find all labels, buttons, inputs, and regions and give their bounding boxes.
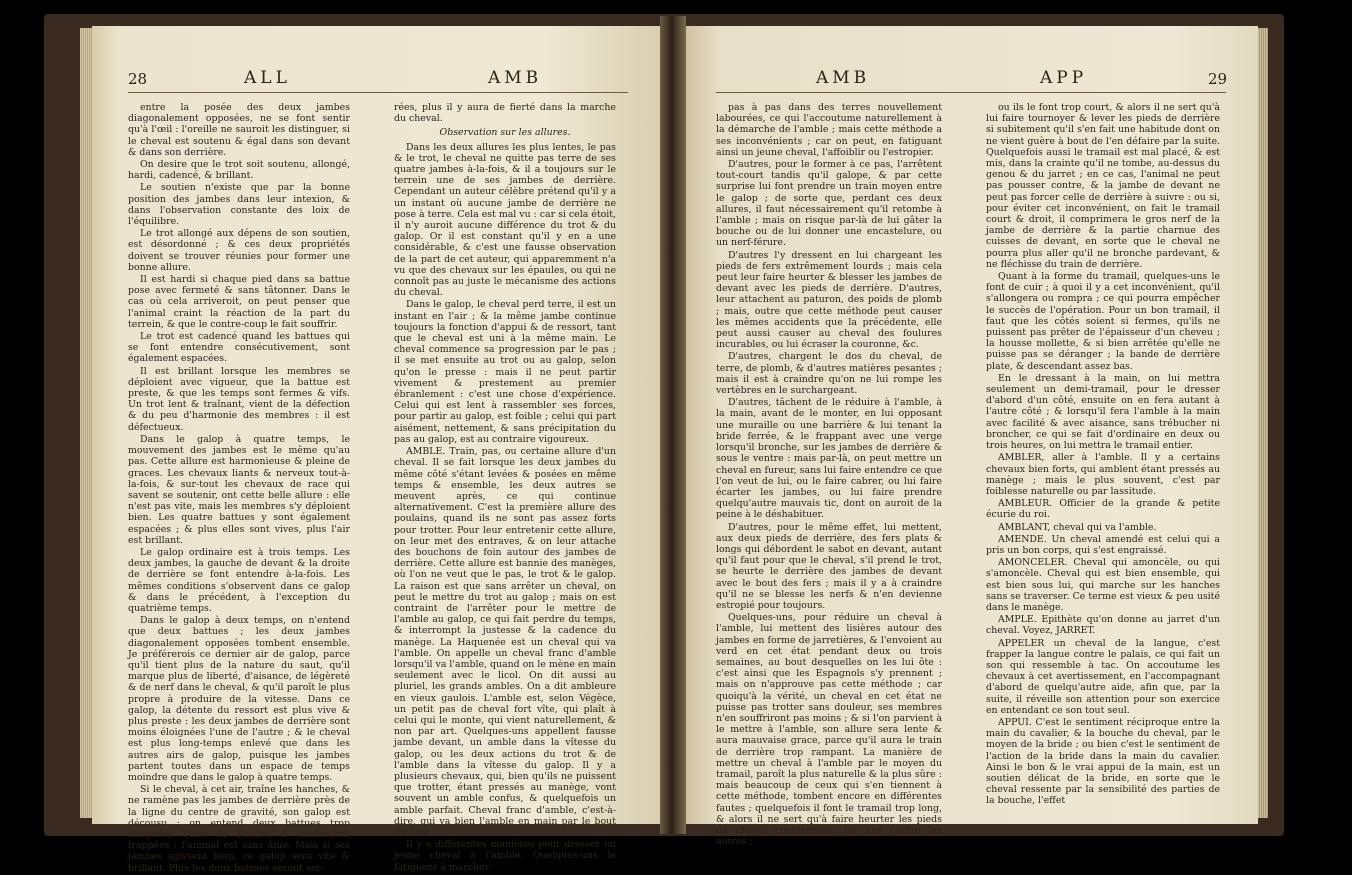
text-column-1 bbox=[716, 102, 942, 848]
running-header-left: AMB bbox=[816, 68, 871, 88]
paragraph: AMENDE. Un cheval amendé est celui qui a pris un bon corps, qui s'est engraissé. bbox=[986, 533, 1220, 556]
paragraph: Si le cheval, à cet air, traîne les hanches, & ne ramène pas les jambes de derrière près de la ligne du centre de gravité, son galop est décousu ; on entend deux battues trop éloignées l'une de l'autre, & mollement frappées : l'animal est sans âme. Mais si ses jambes agissent bien, ce galop sera vîte & brillant. Plus les deux battues seront ser- bbox=[128, 784, 350, 874]
paragraph: AMBLEUR. Officier de la grande & petite écurie du roi. bbox=[986, 498, 1220, 521]
paragraph: rées, plus il y aura de fierté dans la marche du cheval. bbox=[394, 102, 616, 125]
left-page bbox=[92, 26, 660, 874]
paragraph: Il est hardi si chaque pied dans sa battue pose avec fermeté & sans tâtonner. Dans le cas où cela arriveroit, on peut penser que l'animal craint la réaction de la part du terrein, & que le contre-coup le fait souffrir. bbox=[128, 274, 350, 330]
header-rule bbox=[128, 92, 628, 93]
paragraph: Dans le galop à quatre temps, le mouvement des jambes est le même qu'au pas. Cette allure est harmonieuse & pleine de graces. Les chevaux liants & nerveux tout-à-la-fois, & sur-tout les chevaux de race qui savent se soutenir, ont cette belle allure : elle n'est pas vite, mais les membres s'y déploient bien. Les quatre battues y sont également espacées ; & plus elles sont vives, plus l'air est brillant. bbox=[128, 433, 350, 546]
paragraph: Le galop ordinaire est à trois temps. Les deux jambes, la gauche de devant & la droite de derrière se font entendre à-la-fois. Les mêmes conditions s'observent dans ce galop & dans le précédent, à l'exception du quatrième temps. bbox=[128, 546, 350, 614]
text-column-1 bbox=[128, 102, 350, 875]
paragraph: entre la posée des deux jambes diagonalement opposées, ne se font sentir qu'à l'œil : l'oreille ne sauroit les distinguer, si le cheval est soutenu & égal dans son devant & dans son derrière. bbox=[128, 102, 350, 158]
text-column-2 bbox=[394, 102, 616, 874]
paragraph: AMBLER, aller à l'amble. Il y a certains chevaux bien forts, qui amblent étant pressés au manège ; mais le plus souvent, c'est par foiblesse naturelle ou par lassitude. bbox=[986, 452, 1220, 497]
text-column-2 bbox=[986, 102, 1220, 808]
right-page bbox=[686, 26, 1258, 848]
paragraph: On desire que le trot soit soutenu, allongé, hardi, cadencé, & brillant. bbox=[128, 159, 350, 182]
paragraph: Le soutien n'existe que par la bonne position des jambes dans leur intexion, & dans l'observation constante des loix de l'équilibre. bbox=[128, 182, 350, 228]
paragraph: AMBLANT, cheval qui va l'amble. bbox=[998, 521, 1157, 533]
paragraph: Le trot allongé aux dépens de son soutien, est désordonné ; & ces deux propriétés doivent se trouver réunies pour former une bonne allure. bbox=[128, 228, 350, 273]
paragraph: Dans le galop, le cheval perd terre, il est un instant en l'air ; & la même jambe continue toujours la fonction d'appui & de ressort, tant que le cheval est uni à la même main. Le cheval commence sa progression par le pas ; il se met ensuite au trot ou au galop, selon qu'on le presse : mais il ne peut partir vivement & prestement au premier ébranlement : c'est une chose d'expérience. Celui qui est lent à rassembler ses forces, pour partir au galop, est foible ; celui qui part aisément, nettement, & sans précipitation du pas au galop, est au contraire vigoureux. bbox=[394, 299, 616, 445]
paragraph: Quant à la forme du tramail, quelques-uns le font de cuir ; à quoi il y a cet inconvénient, qu'il s'allongera ou rompra ; ce qui pourra empêcher le succès de l'opération. Pour un bon tramail, il faut que les côtés soient si fermes, qu'ils ne puissent pas prêter de l'épaisseur d'un cheveu ; la housse mollette, & si bien arrêtée qu'elle ne puisse pas se déranger ; la bande de derrière plate, & descendant assez bas. bbox=[986, 271, 1220, 372]
paragraph: Quelques-uns, pour réduire un cheval à l'amble, lui mettent des lisières autour des jambes en forme de jarretières, & l'envoient au verd en cet état pendant deux ou trois semaines, au bout desquelles on les lui ôte : c'est ainsi que les Espagnols s'y prennent ; mais on n'approuve pas cette méthode ; car quoiqu'à la vérité, un cheval en cet état ne puisse pas trotter sans douleur, ses membres n'en souffriront pas moins ; & si l'on parvient à le mettre à l'amble, son allure sera lente & aura mauvaise grace, parce qu'il aura le train de derrière trop rampant. La manière de mettre un cheval à l'amble par le moyen du tramail, paroît la plus naturelle & la plus sûre : mais beaucoup de ceux qui s'en tiennent à cette méthode, tombent encore en différentes fautes ; quelquefois il font le tramail trop long, & alors il ne sert qu'à faire heurter les pieds du cheval confusément les uns contre les autres ; bbox=[716, 612, 942, 848]
book-spine bbox=[660, 16, 686, 834]
paragraph: APPUI. C'est le sentiment réciproque entre la main du cavalier, & la bouche du cheval, par le moyen de la bride ; ou bien c'est le sentiment de l'action de la bride dans la main du cavalier. Ainsi le bon & le vrai appui de la main, est un soutien délicat de la bride, en sorte que le cheval ressente par la sensibilité des parties de la bouche, l'effet bbox=[986, 716, 1220, 807]
paragraph: D'autres, chargent le dos du cheval, de terre, de plomb, & d'autres matières pesantes ; mais il est à craindre qu'on ne lui rompe les vertèbres en le surchargeant. bbox=[716, 351, 942, 397]
paragraph: D'autres, pour le même effet, lui mettent, aux deux pieds de derrière, des fers plats & longs qui débordent le sabot en devant, autant qu'il faut pour que le cheval, s'il prend le trot, se heurte le derrière des jambes de devant avec le bout des fers ; mais il y a à craindre qu'il ne se blesse les nerfs & n'en devienne estropié pour toujours. bbox=[716, 521, 942, 611]
paragraph: ou ils le font trop court, & alors il ne sert qu'à lui faire tournoyer & lever les pieds de derrière si subitement qu'il s'en fait une habitude dont on ne vient guère à bout de l'en défaire par la suite. Quelquefois aussi le tramail est mal placé, & est mis, dans la crainte qu'il ne tombe, au-dessus du genou & du jarret ; en ce cas, l'animal ne peut pas pousser contre, & la jambe de devant ne peut pas forcer celle de derrière à suivre : ou si, pour éviter cet inconvénient, on fait le tramail court & droit, il comprimera le gros nerf de la jambe de derrière & la partie charnue des cuisses de devant, en sorte que le cheval ne pourra plus aller qu'il ne bronche pardevant, & ne fléchisse du train de derrière. bbox=[986, 102, 1220, 270]
paragraph: pas à pas dans des terres nouvellement labourées, ce qui l'accoutume naturellement à la démarche de l'amble ; mais cette méthode a ses inconvénients ; car on peut, en fatiguant ainsi un jeune cheval, l'affoiblir ou l'estropier. bbox=[716, 102, 942, 158]
paragraph: D'autres, tâchent de le réduire à l'amble, à la main, avant de le monter, en lui opposant une muraille ou une barrière & lui tenant la bride ferrée, & le frappant avec une verge lorsqu'il bronche, sur les jambes de derrière & sous le ventre : mais par-là, on peut mettre un cheval en fureur, sans lui faire entendre ce que l'on veut de lui, ou le faire cabrer, ou lui faire écarter les jambes, ou lui faire prendre quelqu'autre mauvais tic, dont on auroit de la peine à le déshabituer. bbox=[716, 397, 942, 521]
running-header-right: APP bbox=[1040, 68, 1088, 88]
paragraph: AMONCELER. Cheval qui amoncèle, ou qui s'amoncèle. Cheval qui est bien ensemble, qui est bien sous lui, qui marche sur les hanches sans se traverser. Ce terme est vieux & peu usité dans le manège. bbox=[986, 557, 1220, 613]
paragraph: Il est brillant lorsque les membres se déploient avec vigueur, que la battue est preste, & que les temps sont fermes & vifs. Un trot lent & traînant, vient de la défection & du peu d'harmonie des membres : il est défectueux. bbox=[128, 365, 350, 433]
paragraph: D'autres, pour le former à ce pas, l'arrêtent tout-court tandis qu'il galope, & par cette surprise lui font prendre un train moyen entre le galop ; de sorte que, perdant ces deux allures, il faut nécessairement qu'il retombe à l'amble ; mais on risque par-là de lui gâter la bouche ou de lui donner une encastelure, ou un nerf-férure. bbox=[716, 159, 942, 249]
paragraph: Le trot est cadencé quand les battues qui se font entendre consécutivement, sont également espacées. bbox=[128, 331, 350, 365]
paragraph: APPELER un cheval de la langue, c'est frapper la langue contre le palais, ce qui fait un son qui ressemble à tac. On accoutume les chevaux à cet avertissement, en l'accompagnant d'abord de quelqu'autre aide, afin que, par la suite, il réveille son attention pour son exercice en entendant ce son tout seul. bbox=[986, 637, 1220, 716]
paragraph: Il y a différentes manières pour dresser un jeune cheval à l'amble. Quelques-uns le fatiguent à marcher bbox=[394, 839, 616, 873]
paragraph: En le dressant à la main, on lui mettra seulement un demi-tramail, pour le dresser d'abord d'un côté, ensuite on en fera autant à l'autre côté ; & lorsqu'il fera l'amble à la main avec facilité & avec aisance, sans trébucher ni broncher, ce qui se fait d'ordinaire en deux ou trois heures, on lui mettra le tramail entier. bbox=[986, 372, 1220, 452]
running-header-right: AMB bbox=[488, 68, 543, 88]
paragraph: Dans les deux allures les plus lentes, le pas & le trot, le cheval ne quitte pas terre de ses quatre jambes à-la-fois, & il a toujours sur le terrein une de ses jambes de derrière. Cependant un auteur célèbre prétend qu'il y a un instant où aucune jambe de derrière ne pose à terre. Cela est mal vu : car si cela étoit, il n'y auroit aucune différence du trot & du galop. Or il est constant qu'il y en a une considérable, & c'est une fausse observation de la part de cet auteur, qui apparemment n'a vu que des chevaux sur les épaules, ou qui ne connoît pas au juste le mécanisme des actions du cheval. bbox=[394, 141, 616, 299]
paragraph: AMBLE. Train, pas, ou certaine allure d'un cheval. Il se fait lorsque les deux jambes du même côté s'étant levées & posées en même temps & ensemble, les deux autres se meuvent après, ce qui continue alternativement. C'est la première allure des poulains, quand ils ne sont pas assez forts pour trotter. Pour leur entretenir cette allure, on leur met des entraves, & on leur attache des bouchons de foin autour des jambes de derrière. Cette allure est bannie des manèges, où l'on ne veut que le pas, le trot & le galop. La raison est que sans arrêter un cheval, on peut le mettre du trot au galop ; mais on est contraint de l'arrêter pour le mettre de l'amble au galop, ce qui fait perdre du temps, & interrompt la justesse & la cadence du manège. La Haquenée est un cheval qui va l'amble. On appelle un cheval franc d'amble lorsqu'il va l'amble, quand on le mène en main seulement avec le licol. On dit aussi au pluriel, les grands ambles. On a dit ambleure en vieux gaulois. L'amble est, selon Végèce, un petit pas de cheval fort vîte, qui plaît à celui qui le monte, qui vient naturellement, & non par art. Quelques-uns appellent fausse jambe devant, un amble dans la vîtesse du galop, ou les deux actions du trot & de l'amble dans la vîtesse du galop. Il y a plusieurs chevaux, qui, bien qu'ils ne puissent que trotter, étant pressés au manège, vont souvent un amble confus, & quelquefois un amble parfait. Cheval franc d'amble, c'est-à-dire, qui va bien l'amble en main par le bout du licol. bbox=[394, 446, 616, 838]
paragraph: D'autres l'y dressent en lui chargeant les pieds de fers extrêmement lourds ; mais cela peut leur faire heurter & blesser les jambes de devant avec les pieds de derrière. D'autres, leur attachent au paturon, des poids de plomb ; mais, outre que cette méthode peut causer les mêmes accidents que la précédente, elle peut aussi causer au cheval des foulures incurables, ou lui écraser la couronne, &c. bbox=[716, 249, 942, 351]
page-number: 28 bbox=[128, 70, 148, 88]
section-subtitle: Observation sur les allures. bbox=[439, 127, 571, 139]
header-rule bbox=[716, 92, 1226, 93]
page-number: 29 bbox=[1208, 70, 1228, 88]
paragraph: Dans le galop à deux temps, on n'entend que deux battues ; les deux jambes diagonalement opposées tombent ensemble. Je préférerois ce dernier air de galop, parce qu'il tient plus de la nature du saut, qu'il marque plus de liberté, d'aisance, de légèreté & de nerf dans le cheval, & qu'il paroît le plus propre à produire de la vitesse. Dans ce galop, la détente du ressort est plus vive & plus preste : les deux jambes de derrière sont moins éloignées l'une de l'autre ; & le cheval est plus long-temps enlevé que dans les autres airs de galop, puisque les jambes partent toutes dans un espace de temps moindre que dans le galop à quatre temps. bbox=[128, 615, 350, 783]
running-header-left: ALL bbox=[244, 68, 291, 88]
paragraph: AMPLE. Epithète qu'on donne au jarret d'un cheval. Voyez, JARRET. bbox=[986, 614, 1220, 637]
